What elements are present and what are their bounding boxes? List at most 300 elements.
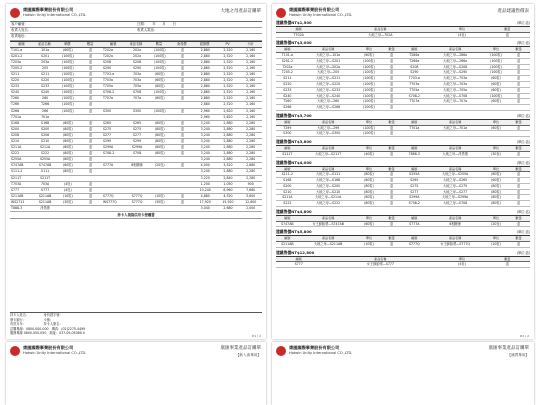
footer-line: 有效月年： 持卡人簽名： [10, 322, 63, 327]
table-cell: (100粒) [61, 53, 74, 58]
price-section [276, 250, 530, 268]
table-cell [126, 169, 149, 174]
table-cell [148, 176, 171, 181]
table-cell: S210 [41, 139, 50, 144]
price-section-label: 建議售價NT$12,800 [276, 249, 315, 255]
price-sections [272, 20, 534, 268]
table-cell: 盒 [517, 189, 521, 194]
table-cell [403, 131, 426, 136]
price-section-unit: (單位:盒) [516, 230, 530, 235]
price-header-cell: 單位 [458, 256, 466, 261]
table-cell: (100粒) [61, 96, 74, 101]
table-cell: 2,160 [246, 108, 256, 113]
table-cell: 2,520 [223, 53, 233, 58]
table-cell: S200 [41, 126, 50, 131]
table-cell: S200 [283, 183, 292, 188]
table-cell: S265 [102, 120, 112, 125]
table-cell: S220 [11, 78, 20, 83]
table-cell: 盒 [390, 172, 394, 177]
table-cell: 4,000 [200, 163, 210, 168]
table-cell: S265 [410, 177, 419, 182]
table-cell: 2,160 [246, 47, 256, 52]
table-cell: 盒 [88, 169, 93, 174]
table-row [276, 222, 530, 228]
table-cell: 盒 [88, 187, 93, 192]
table-cell: 盒 [390, 177, 394, 182]
table-cell: 盒 [180, 96, 185, 101]
table-cell: S211AB [281, 241, 294, 246]
price-header-cell: 編號 [411, 119, 418, 124]
table-cell [126, 157, 149, 162]
grid-header-cell: PV [225, 41, 230, 46]
table-cell: (100粒) [153, 47, 166, 52]
price-header-cell: 編號 [284, 236, 291, 241]
table-cell: T888-3 [408, 151, 420, 156]
table-cell: S777 [41, 187, 50, 192]
table-cell: 盒 [180, 139, 185, 144]
table-cell [56, 206, 79, 211]
grid-header-cell: 經銷價 [199, 41, 210, 46]
table-cell: (80粒) [364, 177, 374, 182]
table-cell: (100粒) [61, 102, 74, 107]
price-header-cell: 產品名稱 [374, 27, 387, 31]
table-cell: S240 [41, 90, 50, 95]
table-cell: T888-3 [11, 206, 23, 211]
table-cell: 2,880 [200, 84, 210, 89]
table-cell: 205 [42, 65, 49, 70]
table-cell [485, 131, 508, 136]
table-cell: T701a [409, 125, 420, 130]
price-header-cell: 數量 [515, 236, 522, 241]
table-cell: (30粒) [154, 199, 165, 204]
table-cell: (60粒) [364, 52, 374, 57]
document-subtitle: 【新入會專用】 [235, 353, 261, 357]
table-cell: S211T [40, 175, 51, 180]
table-cell: 盒 [88, 120, 93, 125]
price-section-title [276, 229, 530, 236]
table-row [276, 105, 530, 111]
table-cell [426, 131, 485, 136]
table-cell [171, 102, 194, 107]
table-cell [507, 105, 530, 110]
grid-header-cell: 編號 [109, 41, 117, 46]
table-cell: T707a [409, 99, 420, 104]
table-cell: 2,520 [223, 71, 233, 76]
table-cell [171, 176, 194, 181]
table-cell: (60粒) [491, 87, 501, 92]
table-cell: 盒 [517, 64, 521, 69]
table-cell: (60粒) [62, 47, 73, 52]
table-cell: (100粒) [363, 93, 375, 98]
table-cell: S208 [102, 59, 112, 64]
table-cell: (10粒) [491, 241, 501, 246]
table-cell: S211T [11, 175, 22, 180]
table-cell: S211 [11, 71, 20, 76]
table-cell: S265 [132, 120, 142, 125]
table-cell: (80粒) [364, 172, 374, 177]
table-cell: 大地之母—703a [443, 81, 468, 86]
table-cell: 大地之母—淨思康 [442, 151, 468, 156]
table-cell: 2,520 [223, 96, 233, 101]
table-cell: (100粒) [490, 58, 502, 63]
table-cell: 8相關係 [449, 221, 461, 226]
table-cell: 大地之母—S168 [316, 177, 341, 182]
table-cell: 盒 [180, 65, 185, 70]
table-cell: (80粒) [62, 120, 73, 125]
table-cell: 盒 [505, 262, 509, 267]
table-cell: (80粒) [62, 145, 73, 150]
table-cell: S708-2 [408, 93, 420, 98]
table-cell: (80粒) [154, 132, 165, 137]
table-cell: 盒 [517, 195, 521, 200]
table-cell: (60粒) [364, 221, 374, 226]
price-header-cell: 單位 [492, 215, 500, 220]
table-cell: (60粒) [62, 163, 73, 168]
table-cell: 3,240 [200, 120, 210, 125]
table-cell: T703-a [102, 71, 115, 76]
table-cell: T205-2 [281, 70, 293, 75]
table-cell: 2,280 [246, 169, 256, 174]
table-cell: 2,160 [246, 90, 256, 95]
table-cell [79, 206, 102, 211]
table-cell: S747AB [281, 221, 294, 226]
grid-header-cell: 編號 [18, 41, 25, 46]
footer-line: 服務專線 0800-050-050 地址：037-09-05089-0 [10, 331, 85, 336]
table-cell: S777Q [102, 193, 114, 198]
table-cell: (100粒) [490, 70, 502, 75]
table-cell: 大地之母—S265 [443, 177, 468, 182]
document-title: 康匯事業產品訂購單 [220, 346, 261, 351]
table-cell: S300 [102, 108, 112, 113]
table-cell: S777 [11, 187, 20, 192]
table-cell: T202a [102, 47, 113, 52]
table-cell [126, 206, 149, 211]
price-section-label: 建議售價NT$5,800 [276, 229, 312, 235]
table-cell: (100粒) [363, 99, 375, 104]
table-cell: T266 [41, 102, 50, 107]
table-row [276, 201, 530, 207]
price-header-cell: 單位 [492, 236, 500, 241]
table-cell: 2,880 [223, 132, 233, 137]
next-page-left-preview [6, 342, 266, 405]
table-cell: 盒 [390, 241, 394, 246]
table-cell: (80粒) [62, 139, 73, 144]
table-cell: (100粒) [61, 78, 74, 83]
document-title: 康匯事業產品訂購單 [488, 346, 529, 351]
table-cell: S747AB [11, 163, 24, 168]
price-header-cell: 單位 [492, 146, 500, 151]
grid-header-cell: 單價 [64, 41, 71, 46]
next-page-right-preview [272, 342, 534, 405]
table-cell: (60粒) [154, 84, 165, 89]
table-cell: (100粒) [363, 81, 375, 86]
table-cell: 盒 [88, 96, 93, 101]
table-cell: 2,280 [246, 126, 256, 131]
table-cell: 大地之母—S222 [316, 201, 341, 206]
page-number: P.1 / 2 [251, 334, 261, 338]
table-cell: 大地之母—101a [316, 52, 341, 57]
table-cell: (100粒) [153, 108, 166, 113]
price-header-cell: 產品名稱 [448, 215, 462, 220]
footer-line: 持卡人姓名： 身份證字號： [10, 313, 63, 318]
table-cell: 2,520 [223, 102, 233, 107]
table-cell [56, 176, 79, 181]
table-cell: 盒 [180, 193, 185, 198]
table-cell: S299 [102, 139, 112, 144]
price-header-cell: 單位 [365, 215, 373, 220]
price-section [276, 160, 530, 207]
table-cell: S211A [39, 145, 51, 150]
table-cell: S210 [283, 189, 292, 194]
table-cell: 2,880 [200, 71, 210, 76]
table-cell: (100粒) [490, 64, 502, 69]
price-section-title [276, 250, 530, 257]
table-cell: 202a [133, 47, 142, 52]
table-cell: T705a [102, 84, 113, 89]
price-section-title [276, 113, 530, 120]
table-cell: S208 [11, 132, 20, 137]
table-cell: 盒 [88, 132, 93, 137]
company-name: 康匯國際事業股份有限公司 [289, 345, 340, 350]
table-cell [102, 176, 126, 181]
price-header-cell: 產品名稱 [448, 236, 462, 241]
order-form-page-1 [6, 4, 266, 339]
page-number: P.2 / 2 [519, 334, 529, 338]
price-header-cell: 數量 [515, 119, 522, 124]
table-cell: (80粒) [364, 201, 374, 206]
table-cell: S300 [132, 108, 142, 113]
table-cell: 盒 [180, 120, 185, 125]
table-cell: S111 [41, 169, 50, 174]
table-cell: 女王蜂胎漿—S777Q [440, 241, 471, 246]
table-cell: T266a [409, 58, 420, 63]
table-cell [171, 157, 194, 162]
table-cell: 盒 [390, 93, 394, 98]
table-cell: S222 [41, 151, 50, 156]
price-section-title [276, 40, 530, 47]
table-cell [148, 157, 171, 162]
price-header-cell: 產品名稱 [321, 236, 335, 241]
table-cell: (80粒) [491, 172, 501, 177]
table-cell: 2,160 [246, 53, 256, 58]
table-cell: T101-a [11, 47, 23, 52]
table-cell: (20包) [491, 221, 501, 226]
table-cell: S255A [39, 157, 51, 162]
table-cell: 大地之母—S211 [316, 76, 341, 81]
table-cell: (10粒) [364, 241, 374, 246]
table-cell: (80粒) [491, 195, 501, 200]
table-cell: S299A [102, 145, 114, 150]
table-cell: S211AB [11, 193, 24, 198]
table-cell: 盒 [180, 78, 185, 83]
price-section-label: 建議售價NT$3,700 [276, 112, 312, 118]
table-cell: 盒 [505, 32, 509, 37]
table-cell: 2,280 [246, 151, 256, 156]
table-cell: 2,960 [200, 108, 210, 113]
table-cell [102, 102, 126, 107]
price-header-cell: 產品名稱 [448, 119, 462, 124]
table-cell: S200 [11, 126, 20, 131]
table-cell: (80粒) [62, 126, 73, 131]
price-header-cell: 編號 [411, 47, 418, 52]
table-cell: S211 [283, 76, 292, 81]
table-cell [126, 176, 149, 181]
table-cell: 盒 [517, 125, 521, 130]
table-cell: 盒 [88, 47, 93, 52]
table-cell: 大地之母—S200 [316, 183, 341, 188]
table-cell: T701a [11, 114, 21, 119]
price-section-title [276, 160, 530, 167]
table-cell: 盒 [88, 59, 93, 64]
table-cell: 大地之母—S277 [443, 189, 468, 194]
price-header-cell: 數量 [515, 166, 522, 171]
table-cell: S299A [409, 195, 420, 200]
table-row [276, 131, 530, 137]
table-cell: 12,600 [245, 199, 257, 204]
table-cell: 2,960 [200, 114, 210, 119]
table-cell: 2,160 [246, 71, 256, 76]
table-cell: S777 [294, 262, 303, 267]
table-cell: S275 [132, 126, 142, 131]
table-row [276, 152, 530, 158]
table-cell: 3,220 [200, 175, 210, 180]
table-cell: 大地之母—260 [317, 99, 340, 104]
table-cell: (80粒) [62, 132, 73, 137]
price-header-cell: 產品名稱 [448, 47, 462, 52]
table-cell: T703-a [408, 76, 420, 81]
price-header-cell: 編號 [284, 47, 291, 52]
price-header-cell: 單位 [492, 119, 500, 124]
price-header-cell: 編號 [411, 146, 418, 151]
table-cell: S211AB [38, 193, 52, 198]
table-cell: 2,160 [246, 102, 256, 107]
table-cell [148, 102, 171, 107]
table-cell: S211T [282, 151, 293, 156]
table-cell: 盒 [390, 151, 394, 156]
company-logo-icon [276, 8, 286, 18]
table-cell: (10粒) [62, 193, 73, 198]
table-cell: 2,280 [246, 132, 256, 137]
table-cell: 3,240 [200, 157, 210, 162]
table-cell: 2,160 [246, 59, 256, 64]
table-cell: 盒 [88, 139, 93, 144]
price-header-cell: 單位 [365, 146, 373, 151]
table-cell: 大地之母—S211A [315, 195, 342, 200]
table-cell: 3,240 [200, 139, 210, 144]
table-cell: S211A [11, 145, 22, 150]
table-cell: 大地之母—S233 [316, 87, 341, 92]
price-section-label: 建議售價NT$3,000 [276, 40, 312, 46]
table-cell: 2,880 [200, 90, 210, 95]
price-header-cell: 編號 [284, 146, 291, 151]
price-section [276, 139, 530, 157]
price-section-unit: (單位:盒) [516, 21, 530, 25]
table-cell: (100粒) [363, 76, 375, 81]
table-cell: 盒 [180, 108, 185, 113]
price-header-cell: 數量 [388, 119, 395, 124]
table-cell: 盒 [180, 53, 185, 58]
table-cell: S266 [283, 105, 292, 110]
table-cell: (100粒) [153, 53, 166, 58]
table-cell [102, 115, 126, 120]
table-cell: 大地之母—299 [317, 125, 340, 130]
table-cell: (100粒) [61, 59, 74, 64]
table-cell [403, 105, 426, 110]
table-cell: 大地之母—266a [443, 58, 468, 63]
table-cell: (80粒) [62, 169, 73, 174]
table-cell: 盒 [390, 70, 394, 75]
table-cell: 2,520 [223, 78, 233, 83]
table-row [276, 242, 530, 248]
table-cell: (30粒) [62, 199, 73, 204]
table-cell: (4包) [63, 187, 72, 192]
table-cell: S111-2 [281, 172, 293, 177]
table-cell [79, 115, 102, 120]
table-cell: 盒 [517, 201, 521, 206]
table-cell: 2,280 [246, 175, 256, 180]
table-cell: 8,960 [223, 187, 233, 192]
table-cell: 大地之母—S290 [443, 70, 468, 75]
table-cell: T703A [11, 181, 22, 186]
table-cell: 盒 [88, 108, 93, 113]
table-cell: 盒 [88, 181, 93, 186]
price-section-unit: (單位:盒) [516, 250, 530, 255]
table-cell: 大地之母—286a [443, 52, 468, 57]
table-cell: S277 [132, 132, 142, 137]
table-cell: S201-2 [281, 58, 293, 63]
table-cell: 盒 [180, 84, 185, 89]
table-cell: T202a [102, 53, 113, 58]
table-cell: (100粒) [61, 90, 74, 95]
table-cell: (4包) [458, 32, 466, 37]
table-cell: S240 [11, 90, 20, 95]
table-cell [171, 206, 194, 211]
table-cell: T205-2 [11, 65, 23, 70]
table-cell: 705a [133, 84, 142, 89]
credit-card-section-title: 持卡人填寫信用卡授權書 [10, 213, 262, 219]
table-cell: 2,880 [223, 126, 233, 131]
document-title: 產品建議售價表 [497, 9, 529, 14]
table-cell [171, 188, 194, 193]
table-cell: S211A [282, 195, 293, 200]
table-cell: 盒 [88, 84, 93, 89]
price-header-cell: 編號 [411, 166, 418, 171]
table-cell: 2,880 [200, 65, 210, 70]
table-cell: 2,880 [223, 120, 233, 125]
table-cell: T707a [102, 96, 113, 101]
table-cell: (80粒) [154, 151, 165, 156]
table-cell: S208 [132, 59, 142, 64]
table-cell: S299 [132, 139, 142, 144]
table-cell: T260 [283, 99, 292, 104]
price-header-cell: 數量 [515, 215, 522, 220]
table-cell: (60粒) [154, 96, 165, 101]
price-header-cell: 數量 [515, 47, 522, 52]
table-cell: 2,160 [246, 78, 256, 83]
table-cell: 盒 [88, 157, 93, 162]
table-cell [171, 182, 194, 187]
table-cell: 大地之母—S255A [442, 172, 469, 177]
table-cell [148, 206, 171, 211]
table-cell: S747AB [38, 163, 52, 168]
company-english-name: Hotwin Unity International CO.,LTD. [289, 13, 353, 17]
table-cell: S211AB [38, 199, 52, 204]
table-cell: S211 [41, 71, 50, 76]
table-cell: S708 [132, 151, 142, 156]
table-cell: 盒 [88, 102, 93, 107]
table-cell: (100粒) [61, 108, 74, 113]
table-cell: S233 [11, 84, 20, 89]
